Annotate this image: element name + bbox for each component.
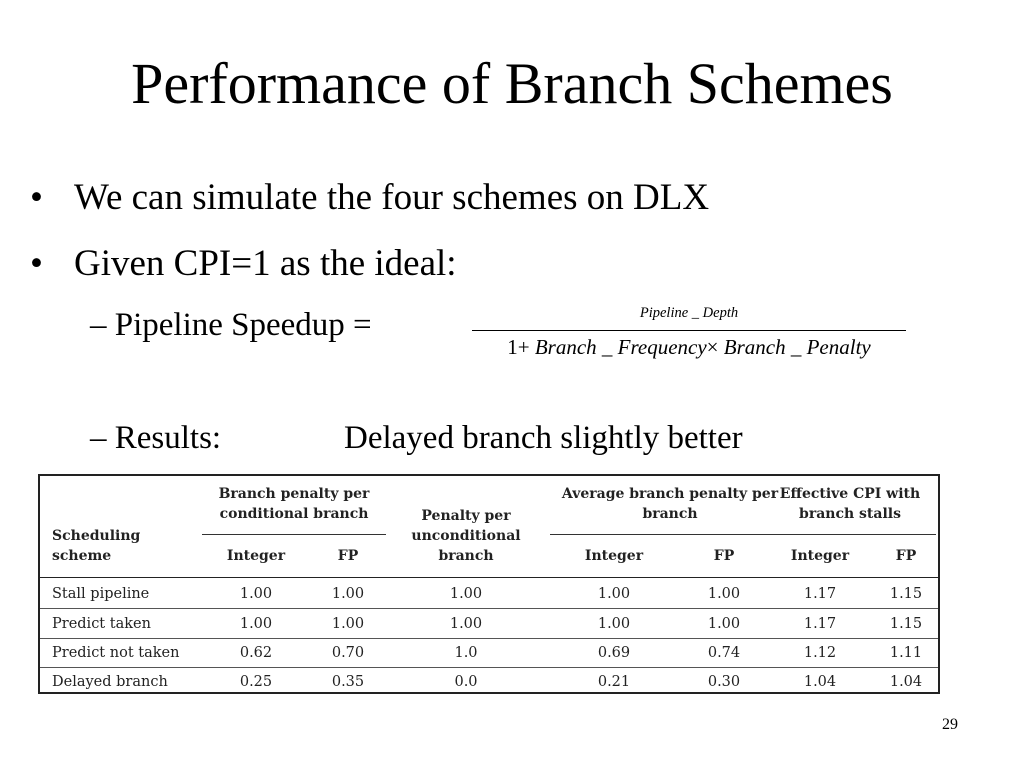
header-separator [40, 577, 938, 578]
results-note: Delayed branch slightly better [344, 420, 743, 456]
cell-cpi-int: 1.12 [803, 645, 837, 661]
cell-cpi-fp: 1.11 [889, 645, 923, 661]
branch-schemes-table [38, 474, 940, 694]
row-label-predict-not-taken: Predict not taken [52, 645, 180, 661]
cell-cpi-int: 1.17 [803, 616, 837, 632]
subheader-integer: Integer [226, 548, 286, 564]
cell-avg-fp: 1.00 [707, 616, 741, 632]
header-scheduling-scheme: Scheduling scheme [52, 528, 141, 564]
cell-cpi-fp: 1.15 [889, 616, 923, 632]
denominator-term-penalty: Branch _ Penalty [723, 335, 871, 359]
subheader-fp: FP [337, 548, 359, 564]
cell-avg-int: 0.21 [597, 674, 631, 690]
group-underline [778, 534, 936, 535]
cell-avg-int: 0.69 [597, 645, 631, 661]
header-avg-penalty: Average branch penalty per branch [561, 486, 779, 522]
cell-bp-int: 0.62 [239, 645, 273, 661]
row-separator [40, 638, 938, 639]
bullet-marker: • [30, 243, 43, 284]
times-symbol: × [706, 335, 719, 359]
row-label-stall-pipeline: Stall pipeline [52, 586, 150, 602]
speedup-formula [472, 300, 906, 360]
subheader-fp: FP [895, 548, 917, 564]
cell-cpi-fp: 1.04 [889, 674, 923, 690]
group-underline [202, 534, 386, 535]
cell-bp-fp: 1.00 [331, 616, 365, 632]
slide-title: Performance of Branch Schemes [131, 51, 893, 116]
formula-numerator: Pipeline _ Depth [639, 305, 739, 321]
formula-denominator [472, 334, 906, 360]
cell-cpi-fp: 1.15 [889, 586, 923, 602]
cell-cpi-int: 1.17 [803, 586, 837, 602]
cell-uncond: 0.0 [454, 674, 478, 690]
cell-bp-fp: 0.35 [331, 674, 365, 690]
subbullet-pipeline-speedup: – Pipeline Speedup = [90, 307, 372, 343]
denominator-prefix: 1+ [507, 335, 530, 359]
cell-bp-int: 1.00 [239, 616, 273, 632]
subbullet-results: – Results: [90, 420, 222, 456]
row-label-delayed-branch: Delayed branch [52, 674, 168, 690]
cell-bp-fp: 1.00 [331, 586, 365, 602]
header-effective-cpi: Effective CPI with branch stalls [779, 486, 921, 522]
row-separator [40, 667, 938, 668]
cell-uncond: 1.00 [449, 586, 483, 602]
subheader-fp: FP [713, 548, 735, 564]
cell-avg-fp: 1.00 [707, 586, 741, 602]
cell-bp-int: 0.25 [239, 674, 273, 690]
bullet-text: We can simulate the four schemes on DLX [74, 177, 710, 218]
subheader-integer: Integer [790, 548, 850, 564]
bullet-marker: • [30, 177, 43, 218]
cell-uncond: 1.00 [449, 616, 483, 632]
cell-avg-fp: 0.30 [707, 674, 741, 690]
cell-bp-fp: 0.70 [331, 645, 365, 661]
subheader-integer: Integer [584, 548, 644, 564]
fraction-bar [472, 330, 906, 331]
denominator-term-frequency: Branch _ Frequency [534, 335, 707, 359]
cell-uncond: 1.0 [454, 645, 478, 661]
cell-cpi-int: 1.04 [803, 674, 837, 690]
header-branch-penalty: Branch penalty per conditional branch [218, 486, 370, 522]
page-number: 29 [942, 716, 958, 733]
cell-avg-fp: 0.74 [707, 645, 741, 661]
group-underline [550, 534, 788, 535]
cell-avg-int: 1.00 [597, 586, 631, 602]
bullet-text: Given CPI=1 as the ideal: [74, 243, 457, 284]
header-uncond-penalty: Penalty per unconditional branch [411, 508, 521, 564]
cell-bp-int: 1.00 [239, 586, 273, 602]
cell-avg-int: 1.00 [597, 616, 631, 632]
row-separator [40, 608, 938, 609]
row-label-predict-taken: Predict taken [52, 616, 151, 632]
